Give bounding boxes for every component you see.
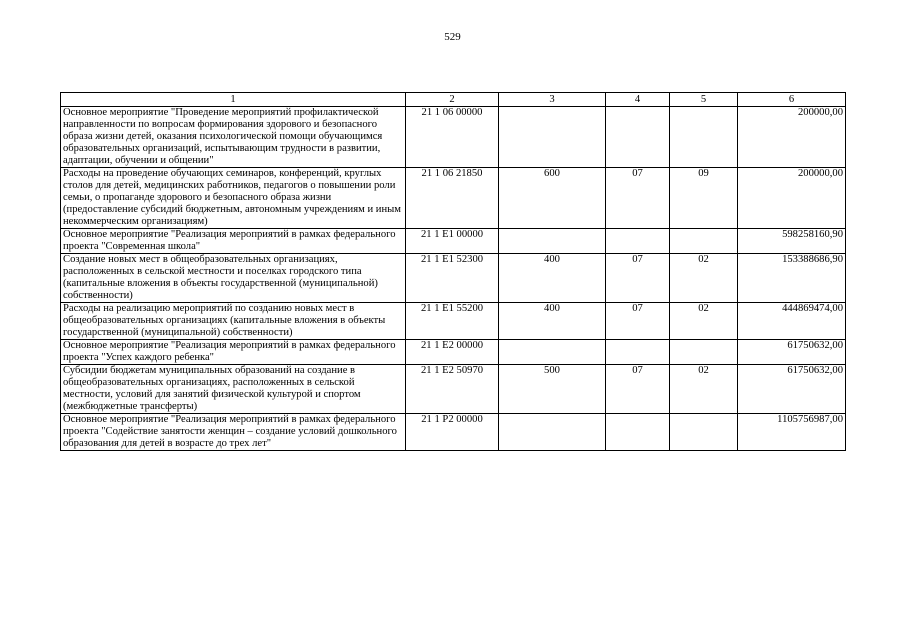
row-col-3: 400 (499, 254, 606, 303)
table-row (61, 229, 846, 254)
row-col-5 (670, 229, 738, 254)
row-amount: 61750632,00 (738, 365, 846, 414)
row-amount: 444869474,00 (738, 303, 846, 340)
header-col-5: 5 (670, 93, 738, 107)
table-row (61, 254, 846, 303)
header-col-4: 4 (606, 93, 670, 107)
row-name: Основное мероприятие "Реализация мероприятий в рамках федерального проекта "Содействие занятости женщин – создание условий дошкольного образования для детей в возрасте до трех лет" (61, 414, 406, 451)
row-amount: 598258160,90 (738, 229, 846, 254)
row-col-5: 02 (670, 303, 738, 340)
row-col-5 (670, 340, 738, 365)
table-row (61, 365, 846, 414)
table-row (61, 107, 846, 168)
row-col-4: 07 (606, 365, 670, 414)
row-col-3: 500 (499, 365, 606, 414)
row-col-5: 02 (670, 365, 738, 414)
table-row (61, 340, 846, 365)
row-name: Основное мероприятие "Реализация мероприятий в рамках федерального проекта "Успех каждого ребенка" (61, 340, 406, 365)
row-amount: 1105756987,00 (738, 414, 846, 451)
header-col-3: 3 (499, 93, 606, 107)
row-name: Основное мероприятие "Проведение мероприятий профилактической направленности по вопросам формирования здорового и безопасного образа жизни детей, оказания психологической помощи обучающимся образовательных организаций, испытывающим трудности в развитии, адаптации, обучении и общении" (61, 107, 406, 168)
row-amount: 153388686,90 (738, 254, 846, 303)
row-col-3 (499, 414, 606, 451)
row-name: Расходы на проведение обучающих семинаров, конференций, круглых столов для детей, медицинских работников, педагогов о повышении роли семьи, о пропаганде здорового и безопасного образа жизни (предоставление субсидий бюджетным, автономным учреждениям и иным некоммерческим организациям) (61, 168, 406, 229)
header-col-6: 6 (738, 93, 846, 107)
row-col-3 (499, 340, 606, 365)
row-code: 21 1 06 00000 (406, 107, 499, 168)
row-name: Субсидии бюджетам муниципальных образований на создание в общеобразовательных организациях, расположенных в сельской местности, условий для занятий физической культурой и спортом (межбюджетные трансферты) (61, 365, 406, 414)
table-row (61, 414, 846, 451)
row-col-4: 07 (606, 303, 670, 340)
table-row (61, 168, 846, 229)
row-code: 21 1 E1 55200 (406, 303, 499, 340)
row-col-4 (606, 107, 670, 168)
row-col-4: 07 (606, 168, 670, 229)
row-col-4 (606, 340, 670, 365)
row-name: Основное мероприятие "Реализация мероприятий в рамках федерального проекта "Современная школа" (61, 229, 406, 254)
row-name: Расходы на реализацию мероприятий по созданию новых мест в общеобразовательных организациях (капитальные вложения в объекты государственной (муниципальной) собственности) (61, 303, 406, 340)
row-col-3 (499, 229, 606, 254)
row-code: 21 1 06 21850 (406, 168, 499, 229)
page-number: 529 (444, 31, 461, 43)
row-col-4: 07 (606, 254, 670, 303)
header-row (61, 93, 846, 107)
row-col-3 (499, 107, 606, 168)
row-col-5: 02 (670, 254, 738, 303)
row-code: 21 1 E2 50970 (406, 365, 499, 414)
row-name: Создание новых мест в общеобразовательных организациях, расположенных в сельской местности и поселках городского типа (капитальные вложения в объекты государственной (муниципальной) собственности) (61, 254, 406, 303)
row-amount: 200000,00 (738, 107, 846, 168)
header-col-1: 1 (61, 93, 406, 107)
row-code: 21 1 P2 00000 (406, 414, 499, 451)
row-col-5: 09 (670, 168, 738, 229)
row-col-3: 600 (499, 168, 606, 229)
row-amount: 61750632,00 (738, 340, 846, 365)
row-col-5 (670, 107, 738, 168)
row-col-5 (670, 414, 738, 451)
row-code: 21 1 E1 00000 (406, 229, 499, 254)
row-col-3: 400 (499, 303, 606, 340)
row-col-4 (606, 414, 670, 451)
budget-table (60, 92, 846, 451)
table-row (61, 303, 846, 340)
row-col-4 (606, 229, 670, 254)
row-code: 21 1 E2 00000 (406, 340, 499, 365)
row-amount: 200000,00 (738, 168, 846, 229)
header-col-2: 2 (406, 93, 499, 107)
row-code: 21 1 E1 52300 (406, 254, 499, 303)
